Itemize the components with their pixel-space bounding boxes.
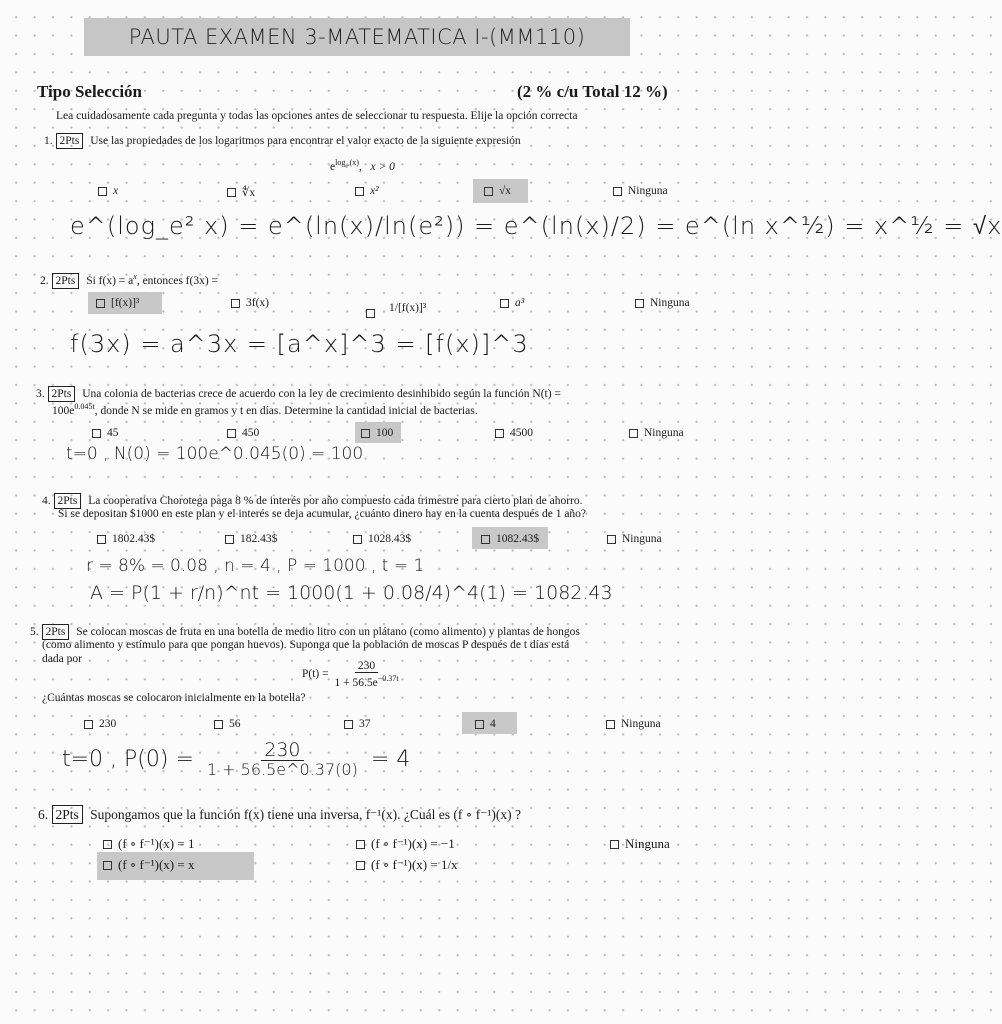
checkbox[interactable]	[92, 429, 101, 438]
checkbox[interactable]	[475, 720, 484, 729]
checkbox[interactable]	[629, 429, 638, 438]
option-q5-d[interactable]: 4	[475, 718, 496, 730]
checkbox[interactable]	[495, 429, 504, 438]
option-q6-d[interactable]: (f ∘ f⁻¹)(x) = x	[103, 857, 194, 873]
question-number: 2.	[40, 274, 49, 287]
option-q4-c[interactable]: 1028.43$	[353, 533, 411, 545]
page-title: PAUTA EXAMEN 3-MATEMATICA I-(MM110)	[84, 18, 630, 56]
checkbox[interactable]	[97, 535, 106, 544]
checkbox[interactable]	[356, 840, 365, 849]
checkbox[interactable]	[484, 187, 493, 196]
option-q3-d[interactable]: 4500	[495, 427, 533, 439]
points-badge: 2Pts	[56, 133, 84, 149]
checkbox[interactable]	[214, 720, 223, 729]
question-1	[44, 133, 521, 149]
checkbox[interactable]	[635, 299, 644, 308]
checkbox[interactable]	[231, 299, 240, 308]
checkbox[interactable]	[356, 861, 365, 870]
option-q3-b[interactable]: 450	[227, 427, 259, 439]
question-2: 2. 2Pts Si $f(x) = a^x$, entonces f(3x) =	[40, 272, 219, 287]
question-number: 4.	[42, 495, 51, 507]
instructions: Lea cuidadosamente cada pregunta y todas las opciones antes de seleccionar tu respuesta. Elije la opción correcta	[56, 110, 578, 122]
option-q5-c[interactable]: 37	[344, 718, 371, 730]
option-q5-b[interactable]: 56	[214, 718, 241, 730]
handwritten-solution-q1: e^(log_e² x) = e^(ln(x)/ln(e²)) = e^(ln(x)/2) = e^(ln x^½) = x^½ = √x	[70, 212, 1002, 240]
option-q6-c[interactable]: Ninguna	[610, 836, 670, 852]
checkbox[interactable]	[481, 535, 490, 544]
option-q5-e[interactable]: Ninguna	[606, 718, 661, 730]
formula-q5: P(t) = $\frac{230}{1 + 56.5e^{-0.37t}}$	[302, 660, 402, 689]
formula-q1: $e^{log_{e^2}(x)}$, x > 0	[330, 158, 395, 173]
section-points: (2 % c/u Total 12 %)	[517, 82, 668, 101]
checkbox[interactable]	[227, 429, 236, 438]
checkbox[interactable]	[366, 309, 375, 318]
checkbox[interactable]	[103, 840, 112, 849]
option-q2-d[interactable]: a³	[500, 297, 524, 309]
checkbox[interactable]	[607, 535, 616, 544]
question-text: La cooperativa Chorotega paga 8 % de interés por año compuesto cada trimestre para cierto plan de ahorro.	[88, 495, 583, 507]
question-text: Se colocan moscas de fruta en una botella de medio litro con un plátano (como alimento) y plantas de hongos	[76, 626, 580, 638]
fraction: $\frac{230}{1 + 56.5e^{-0.37t}}$	[334, 660, 399, 689]
checkbox[interactable]	[96, 299, 105, 308]
points-badge: 2Pts	[54, 493, 82, 509]
option-q1-b[interactable]: ∜x	[227, 185, 255, 199]
checkbox[interactable]	[500, 299, 509, 308]
checkbox[interactable]	[103, 861, 112, 870]
handwritten-solution-q4-line2: A = P(1 + r/n)^nt = 1000(1 + 0.08/4)^4(1) = 1082.43	[90, 582, 613, 604]
checkbox[interactable]	[355, 187, 364, 196]
checkbox[interactable]	[344, 720, 353, 729]
points-badge: 2Pts	[52, 273, 80, 289]
checkbox[interactable]	[84, 720, 93, 729]
question-5-line2: (como alimento y estímulo para que pongan huevos). Suponga que la población de moscas P después de t días está	[42, 639, 570, 651]
checkbox[interactable]	[227, 188, 236, 197]
option-q6-b[interactable]: (f ∘ f⁻¹)(x) = −1	[356, 836, 455, 852]
option-q4-b[interactable]: 182.43$	[225, 533, 277, 545]
option-q3-c[interactable]: 100	[361, 427, 393, 439]
option-q1-d[interactable]: √x	[484, 185, 511, 197]
checkbox[interactable]	[98, 187, 107, 196]
points-badge: 2Pts	[52, 805, 83, 824]
option-q2-a[interactable]: [f(x)]³	[96, 297, 139, 309]
checkbox[interactable]	[353, 535, 362, 544]
handwritten-solution-q2: f(3x) = a^3x = [a^x]^3 = [f(x)]^3	[70, 330, 529, 358]
option-q2-c[interactable]: 1/[f(x)]³	[366, 297, 426, 318]
option-q1-e[interactable]: Ninguna	[613, 185, 668, 197]
question-text: Si f(x) = a	[86, 274, 134, 287]
checkbox[interactable]	[361, 429, 370, 438]
option-q5-a[interactable]: 230	[84, 718, 116, 730]
checkbox[interactable]	[606, 720, 615, 729]
option-q6-e[interactable]: (f ∘ f⁻¹)(x) = 1/x	[356, 857, 458, 873]
handwritten-solution-q4-line1: r = 8% = 0.08 , n = 4 , P = 1000 , t = 1	[86, 556, 425, 576]
question-text: Supongamos que la función f(x) tiene una inversa, f⁻¹(x). ¿Cuál es (f ∘ f⁻¹)(x) ?	[90, 807, 521, 822]
question-4-continued: Si se depositan $1000 en este plan y el interés se deja acumular, ¿cuánto dinero hay en la cuenta después de 1 año?	[58, 508, 587, 520]
question-number: 5.	[30, 626, 39, 638]
question-number: 1.	[44, 135, 53, 147]
option-q4-a[interactable]: 1802.43$	[97, 533, 155, 545]
section-title: Tipo Selección	[37, 82, 142, 101]
formula-condition: x > 0	[370, 160, 395, 173]
option-q6-a[interactable]: (f ∘ f⁻¹)(x) = 1	[103, 836, 194, 852]
checkbox[interactable]	[610, 840, 619, 849]
question-text: Una colonia de bacterias crece de acuerdo con la ley de crecimiento desinhibido según la función N(t) =	[82, 388, 561, 400]
option-q4-e[interactable]: Ninguna	[607, 533, 662, 545]
checkbox[interactable]	[225, 535, 234, 544]
question-3-continued: $100e^{0.045t}$, donde N se mide en gramos y t en días. Determine la cantidad inicial de bacterias.	[52, 402, 478, 417]
option-q2-e[interactable]: Ninguna	[635, 297, 690, 309]
option-q1-a[interactable]: x	[98, 185, 118, 197]
points-badge: 2Pts	[42, 624, 70, 640]
handwritten-solution-q3: t=0 , N(0) = 100e^0.045(0) = 100	[66, 444, 364, 464]
option-q1-c[interactable]: x²	[355, 185, 379, 197]
option-q3-e[interactable]: Ninguna	[629, 427, 684, 439]
question-text: Use las propiedades de los logaritmos para encontrar el valor exacto de la siguiente expresión	[90, 135, 521, 147]
handwritten-solution-q5: t=0 , P(0) = $\frac{230}{1 + 56.5e\^{}0.37(0)}$ = 4	[62, 739, 411, 779]
points-badge: 2Pts	[48, 386, 76, 402]
question-6	[38, 805, 521, 824]
option-q2-b[interactable]: 3f(x)	[231, 297, 269, 309]
question-5-line3: dada por	[42, 653, 82, 665]
checkbox[interactable]	[613, 187, 622, 196]
option-q4-d[interactable]: 1082.43$	[481, 533, 539, 545]
question-number: 3.	[36, 388, 45, 400]
question-number: 6.	[38, 807, 49, 822]
question-5-ask: ¿Cuántas moscas se colocaron inicialmente en la botella?	[42, 692, 306, 704]
option-q3-a[interactable]: 45	[92, 427, 119, 439]
